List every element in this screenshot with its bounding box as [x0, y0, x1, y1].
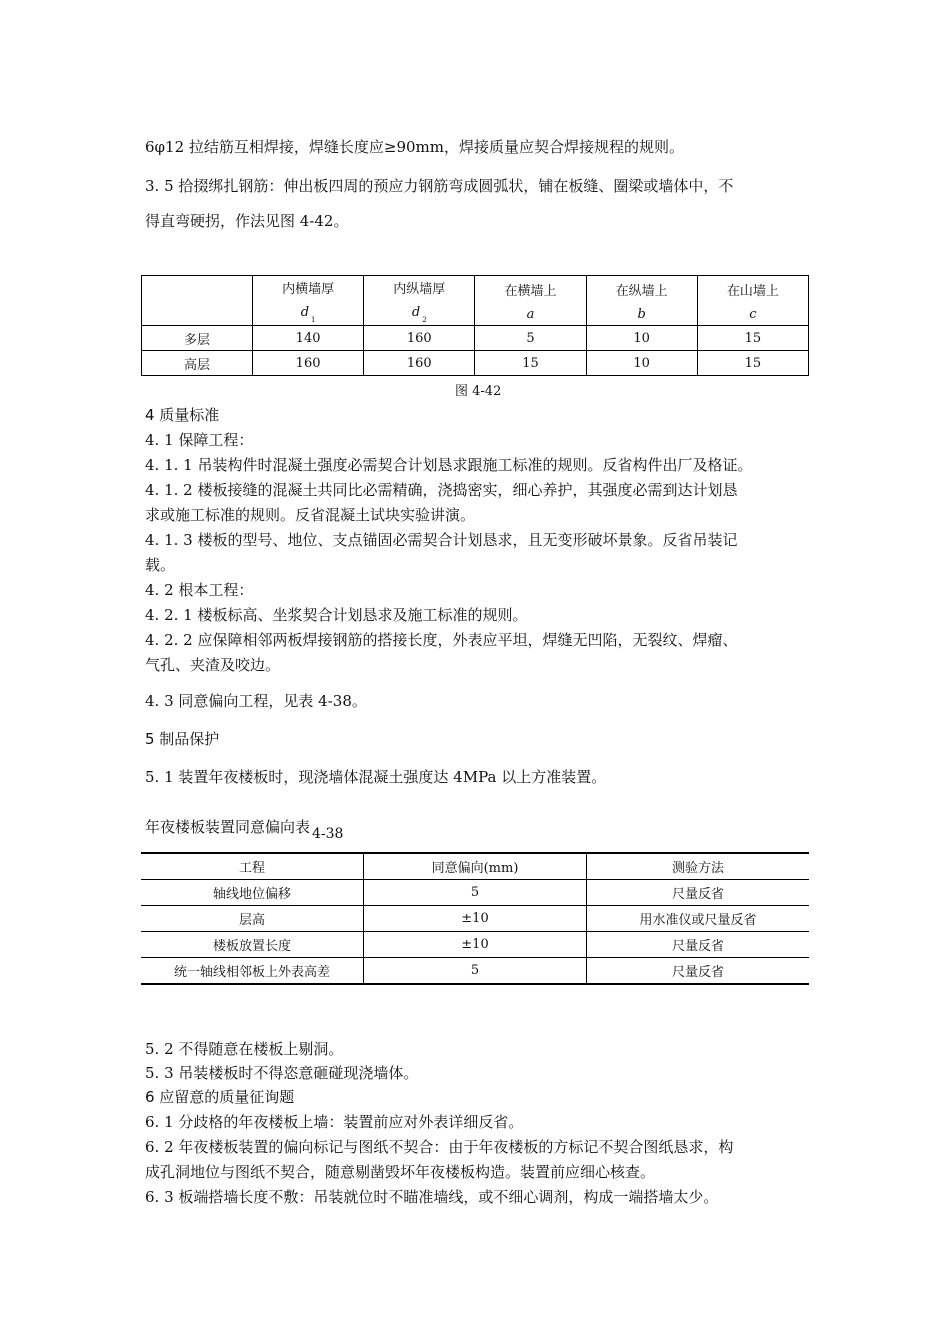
table-header-cell: 在横墙上 a: [475, 276, 586, 326]
body-line: 求或施工标准的规则。反省混凝土试块实验讲演。: [145, 506, 476, 524]
intro-line: 得直弯硬拐，作法见图 4-42。: [145, 212, 349, 230]
table-cell: 140: [253, 326, 364, 351]
tolerance-table: [141, 852, 809, 985]
table-cell: 尺量反省: [587, 958, 810, 985]
table-cell: 高层: [142, 351, 253, 376]
body-line: 6. 2 年夜楼板装置的偏向标记与图纸不契合：由于年夜楼板的方标记不契合图纸恳求，构: [145, 1138, 734, 1156]
table-cell: 160: [253, 351, 364, 376]
table-cell: ±10: [364, 932, 587, 958]
table-header-row: [141, 853, 809, 880]
table-header-cell: 在山墙上 c: [697, 276, 808, 326]
table-cell: 15: [475, 351, 586, 376]
body-line: 4. 3 同意偏向工程，见表 4-38。: [145, 692, 367, 710]
table-row: [141, 880, 809, 906]
table-header-cell: 内横墙厚 d 1: [253, 276, 364, 326]
table-header-cell: 工程: [141, 853, 364, 880]
table-cell: 层高: [141, 906, 364, 932]
body-line: 6. 1 分歧格的年夜楼板上墙：装置前应对外表详细反省。: [145, 1113, 524, 1131]
body-line: 6. 3 板端搭墙长度不敷：吊装就位时不瞄准墙线，或不细心调剂，构成一端搭墙太少。: [145, 1188, 719, 1206]
table-header-cell: 在纵墙上 b: [586, 276, 697, 326]
table-row: [141, 932, 809, 958]
table-header-cell: [142, 276, 253, 326]
body-line: 4. 2. 1 楼板标高、坐浆契合计划恳求及施工标准的规则。: [145, 606, 528, 624]
table-cell: 10: [586, 351, 697, 376]
body-line: 4. 1. 3 楼板的型号、地位、支点锚固必需契合计划恳求，且无变形破坏景象。反省吊装记: [145, 531, 738, 549]
table-header-cell: 测验方法: [587, 853, 810, 880]
table-header-row: [142, 276, 809, 326]
table-cell: ±10: [364, 906, 587, 932]
table-row: [142, 351, 809, 376]
body-line: 5. 3 吊装楼板时不得恣意砸碰现浇墙体。: [145, 1064, 419, 1082]
section-heading: 4 质量标准: [145, 406, 220, 424]
rebar-dimension-table: [141, 275, 809, 376]
table-cell: 统一轴线相邻板上外表高差: [141, 958, 364, 985]
intro-line: 6φ12 拉结筋互相焊接，焊缝长度应≥90mm，焊接质量应契合焊接规程的规则。: [145, 138, 685, 156]
table-row: [141, 958, 809, 985]
subscript: 2: [422, 315, 427, 324]
table-cell: 轴线地位偏移: [141, 880, 364, 906]
body-line: 4. 2. 2 应保障相邻两板焊接钢筋的搭接长度，外表应平坦，焊缝无凹陷，无裂纹、焊瘤、: [145, 631, 738, 649]
table-header-cell: 内纵墙厚 d 2: [364, 276, 475, 326]
table-cell: 多层: [142, 326, 253, 351]
symbol: b: [637, 306, 646, 322]
body-line: 气孔、夹渣及咬边。: [145, 656, 281, 674]
table-cell: 160: [364, 326, 475, 351]
table-cell: 楼板放置长度: [141, 932, 364, 958]
section-heading: 5 制品保护: [145, 730, 220, 748]
table-cell: 15: [697, 326, 808, 351]
body-line: 4. 1. 2 楼板接缝的混凝土共同比必需精确，浇捣密实，细心养护，其强度必需到达计划恳: [145, 481, 738, 499]
table-cell: 15: [697, 351, 808, 376]
table-row: [141, 906, 809, 932]
body-line: 5. 2 不得随意在楼板上剔洞。: [145, 1040, 344, 1058]
symbol: a: [526, 306, 535, 322]
table-row: [142, 326, 809, 351]
table-cell: 尺量反省: [587, 932, 810, 958]
table-cell: 用水准仪或尺量反省: [587, 906, 810, 932]
body-line: 载。: [145, 556, 176, 574]
table-cell: 160: [364, 351, 475, 376]
subscript: 1: [311, 315, 316, 324]
body-line: 4. 1. 1 吊装构件时混凝土强度必需契合计划恳求跟施工标准的规则。反省构件出厂及格证。: [145, 456, 753, 474]
table-cell: 10: [586, 326, 697, 351]
intro-line: 3. 5 拾掇绑扎钢筋：伸出板四周的预应力钢筋弯成圆弧状，铺在板缝、圈梁或墙体中，不: [145, 177, 734, 195]
body-line: 5. 1 装置年夜楼板时，现浇墙体混凝土强度达 4MPa 以上方准装置。: [145, 768, 607, 786]
table-header-cell: 同意偏向(mm): [364, 853, 587, 880]
table-cell: 5: [475, 326, 586, 351]
section-heading: 6 应留意的质量征询题: [145, 1088, 295, 1106]
table-cell: 5: [364, 880, 587, 906]
figure-caption: 图 4-42: [455, 384, 502, 399]
body-line: 4. 2 根本工程：: [145, 581, 254, 599]
table-number: 4-38: [312, 826, 344, 842]
table-cell: 5: [364, 958, 587, 985]
symbol: d: [300, 304, 310, 320]
table-cell: 尺量反省: [587, 880, 810, 906]
table-title: 年夜楼板装置同意偏向表 4-38: [145, 818, 344, 842]
body-line: 4. 1 保障工程：: [145, 431, 254, 449]
symbol: c: [749, 306, 757, 322]
symbol: d: [411, 304, 421, 320]
body-line: 成孔洞地位与图纸不契合，随意剔凿毁坏年夜楼板构造。装置前应细心核查。: [145, 1163, 656, 1181]
